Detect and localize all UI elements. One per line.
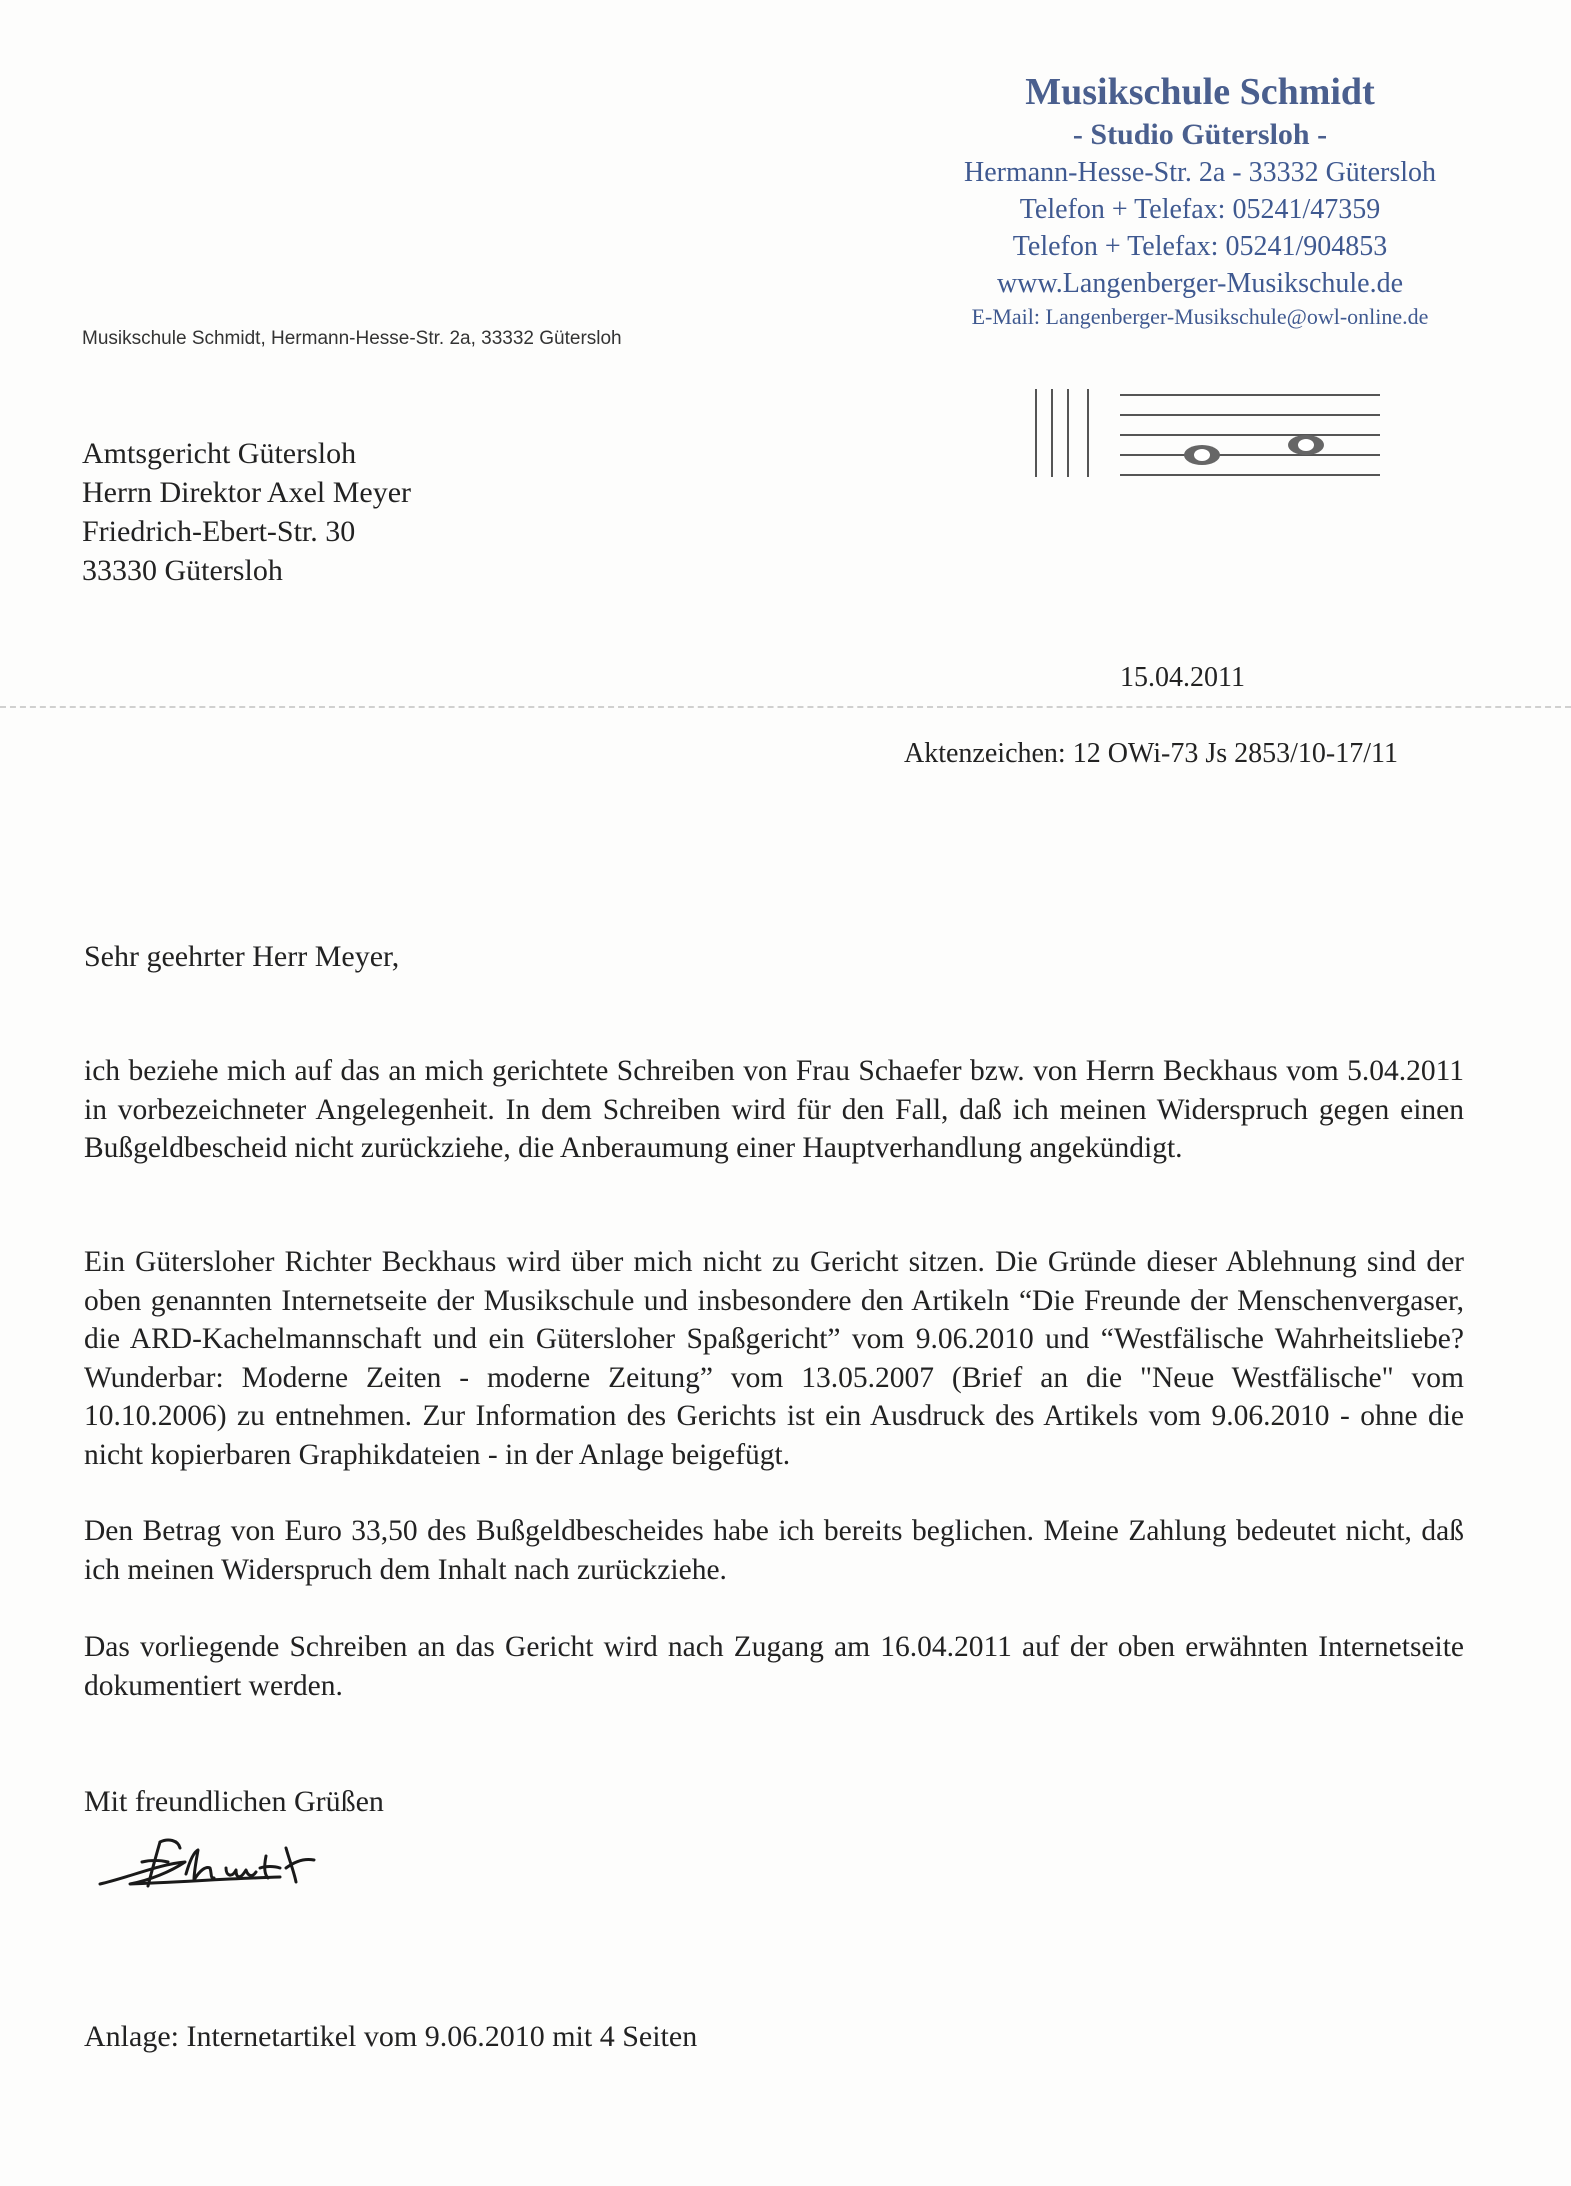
recipient-line-1: Amtsgericht Gütersloh: [82, 437, 357, 470]
recipient-line-4: 33330 Gütersloh: [82, 554, 283, 587]
letter-date: 15.04.2011: [1120, 662, 1245, 693]
studio-name: - Studio Gütersloh -: [1072, 118, 1328, 151]
school-name: Musikschule Schmidt: [1025, 71, 1375, 113]
reference-number: Aktenzeichen: 12 OWi-73 Js 2853/10-17/11: [904, 738, 1398, 769]
school-phone-2: Telefon + Telefax: 05241/904853: [1012, 231, 1388, 262]
recipient-address: [82, 434, 411, 590]
salutation: Sehr geehrter Herr Meyer,: [84, 940, 400, 973]
paragraph-4: Das vorliegende Schreiben an das Gericht wird nach Zugang am 16.04.2011 auf der oben erwähnten Internetseite dokumentiert werden.: [84, 1631, 1464, 1702]
paragraph-2: Ein Gütersloher Richter Beckhaus wird über mich nicht zu Gericht sitzen. Die Gründe dieser Ablehnung sind der oben genannten Internetseite der Musikschule und insbesondere den Artikeln “Die Freunde der Menschenvergaser, die ARD-Kachelmannschaft und ein Gütersloher Spaßgericht” vom 9.06.2010 und “Westfälische Wahrheitsliebe? Wunderbar: Moderne Zeiten - moderne Zeitung” vom 13.05.2007 (Brief an die "Neue Westfälische" vom 10.10.2006) zu entnehmen. Zur Information des Gerichts ist ein Ausdruck des Artikels vom 9.06.2010 - ohne die nicht kopierbaren Graphikdateien - in der Anlage beigefügt.: [84, 1246, 1464, 1471]
closing: Mit freundlichen Grüßen: [84, 1785, 384, 1818]
return-address: Musikschule Schmidt, Hermann-Hesse-Str. 2a, 33332 Gütersloh: [82, 328, 622, 349]
music-staff-logo: [1030, 385, 1390, 485]
paragraph-1: ich beziehe mich auf das an mich gerichtete Schreiben von Frau Schaefer bzw. von Herrn Beckhaus vom 5.04.2011 in vorbezeichneter Angelegenheit. In dem Schreiben wird für den Fall, daß ich meinen Widerspruch gegen einen Bußgeldbescheid nicht zurückziehe, die Anberaumung einer Hauptverhandlung angekündigt.: [84, 1055, 1464, 1164]
school-email: E-Mail: Langenberger-Musikschule@owl-online.de: [971, 304, 1429, 329]
fold-line: [0, 706, 1571, 708]
enclosure-note: Anlage: Internetartikel vom 9.06.2010 mit 4 Seiten: [84, 2020, 698, 2053]
school-phone-1: Telefon + Telefax: 05241/47359: [1019, 194, 1381, 225]
recipient-line-2: Herrn Direktor Axel Meyer: [82, 476, 412, 509]
recipient-line-3: Friedrich-Ebert-Str. 30: [82, 515, 356, 548]
signature: [90, 1822, 390, 1902]
paragraph-3: Den Betrag von Euro 33,50 des Bußgeldbescheides habe ich bereits beglichen. Meine Zahlung bedeutet nicht, daß ich meinen Widerspruch dem Inhalt nach zurückziehe.: [84, 1515, 1464, 1586]
school-address: Hermann-Hesse-Str. 2a - 33332 Gütersloh: [963, 157, 1436, 188]
school-website: www.Langenberger-Musikschule.de: [996, 268, 1404, 299]
letterhead: [880, 68, 1520, 332]
